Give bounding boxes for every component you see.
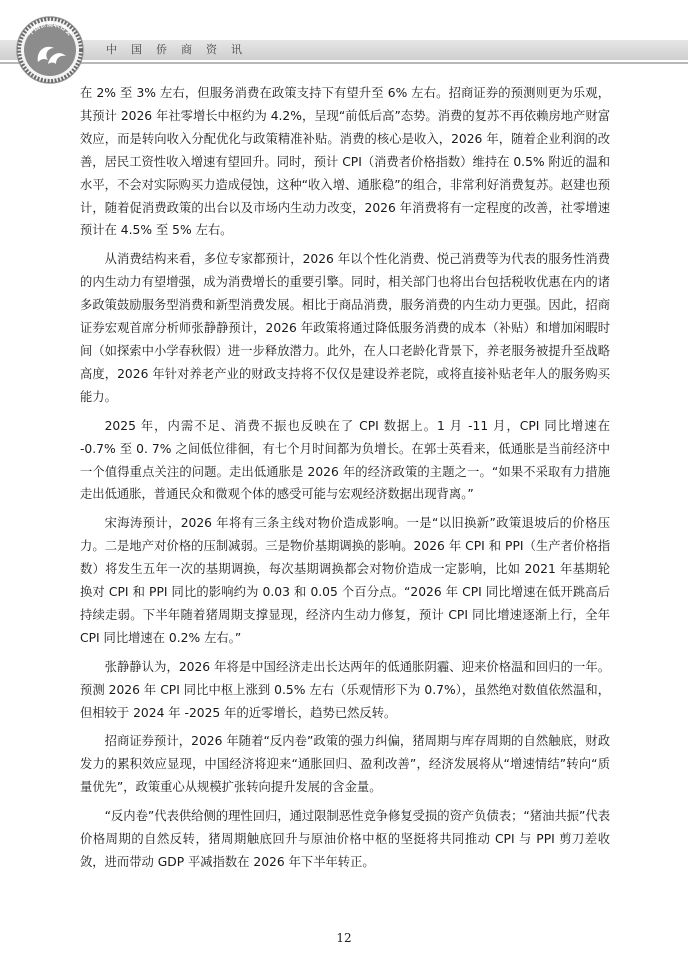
paragraph-7: “反内卷”代表供给侧的理性回归，通过限制恶性竞争修复受损的资产负债表；“猪油共振”代表价格周期的自然反转，猪周期触底回升与原油价格中枢的坚挺将共同推动 CPI 与 PPI 剪刀差收敛，进而带动 GDP 平减指数在 2026 年下半年转正。 [80, 809, 610, 869]
paragraph-1: 在 2% 至 3% 左右，但服务消费在政策支持下有望升至 6% 左右。招商证券的预测则更为乐观，其预计 2026 年社零增长中枢约为 4.2%，呈现“前低后高”态势。消费的复苏不再依赖房地产财富效应，而是转向收入分配优化与政策精准补贴。消费的核心是收入，2026 年，随着企业利润的改善，居民工资性收入增速有望回升。同时，预计 CPI（消费者价格指数）维持在 0.5% 附近的温和水平，不会对实际购买力造成侵蚀，这种“收入增、通胀稳”的组合，非常利好消费复苏。赵建也预计，随着促消费政策的出台以及市场内生动力改变，2026 年消费将有一定程度的改善，社零增速预计在 4.5% 至 5% 左右。 [80, 86, 610, 238]
paragraph-4: 宋海涛预计，2026 年将有三条主线对物价造成影响。一是“以旧换新”政策退坡后的价格压力。二是地产对价格的压制减弱。三是物价基期调换的影响。2026 年 CPI 和 PPI（生产者价格指数）将发生五年一次的基期调换，每次基期调换都会对物价造成一定影响，比如 2021 年基期轮换对 CPI 和 PPI 同比的影响约为 0.03 和 0.05 个百分点。“2026 年 CPI 同比增速在低开跳高后持续走弱。下半年随着猪周期支撑显现，经济内生动力修复，预计 CPI 同比增速逐渐上行，全年 CPI 同比增速在 0.2% 左右。” [80, 516, 610, 645]
paragraph-5: 张静静认为，2026 年将是中国经济走出长达两年的低通胀阴霾、迎来价格温和回归的一年。预测 2026 年 CPI 同比中枢上涨到 0.5% 左右（乐观情形下为 0.7%），虽然绝对数值依然温和，但相较于 2024 年 -2025 年的近零增长，趋势已然反转。 [80, 659, 610, 720]
header-strip [0, 40, 688, 60]
paragraph-6: 招商证券预计，2026 年随着“反内卷”政策的强力纠偏，猪周期与库存周期的自然触底，财政发力的累积效应显现，中国经济将迎来“通胀回归、盈利改善”，经济发展将从“增速情结”转向“质量优先”，政策重心从规模扩张转向提升发展的含金量。 [80, 734, 610, 795]
paragraph-2: 从消费结构来看，多位专家都预计，2026 年以个性化消费、悦己消费等为代表的服务性消费的内生动力有望增强，成为消费增长的重要引擎。同时，相关部门也将出台包括税收优惠在内的诸多政策鼓励服务型消费和新型消费发展。相比于商品消费，服务消费的内生动力更强。因此，招商证券宏观首席分析师张静静预计，2026 年政策将通过降低服务消费的成本（补贴）和增加闲暇时间（如探索中小学春秋假）进一步释放潜力。此外，在人口老龄化背景下，养老服务被提升至战略高度，2026 年针对养老产业的财政支持将不仅仅是建设养老院，或将直接补贴老年人的服务购买能力。 [80, 252, 610, 404]
page-header [0, 0, 688, 72]
emblem-logo-icon [14, 14, 86, 86]
paragraph-3: 2025 年，内需不足、消费不振也反映在了 CPI 数据上。1 月 -11 月，CPI 同比增速在 -0.7% 至 0. 7% 之间低位徘徊，有七个月时间都为负增长。在郭士英看来，低通胀是当前经济中一个值得重点关注的问题。走出低通胀是 2026 年的经济政策的主题之一。“如果不采取有力措施走出低通胀，普通民众和微观个体的感受可能与宏观经济数据出现背离。” [80, 418, 610, 502]
header-title: 中国侨商资讯 [106, 43, 256, 56]
article-body [80, 82, 610, 880]
page-number: 12 [336, 931, 352, 945]
header-divider [0, 62, 688, 64]
svg-text:中国侨商联合会: 中国侨商联合会 [25, 20, 75, 38]
